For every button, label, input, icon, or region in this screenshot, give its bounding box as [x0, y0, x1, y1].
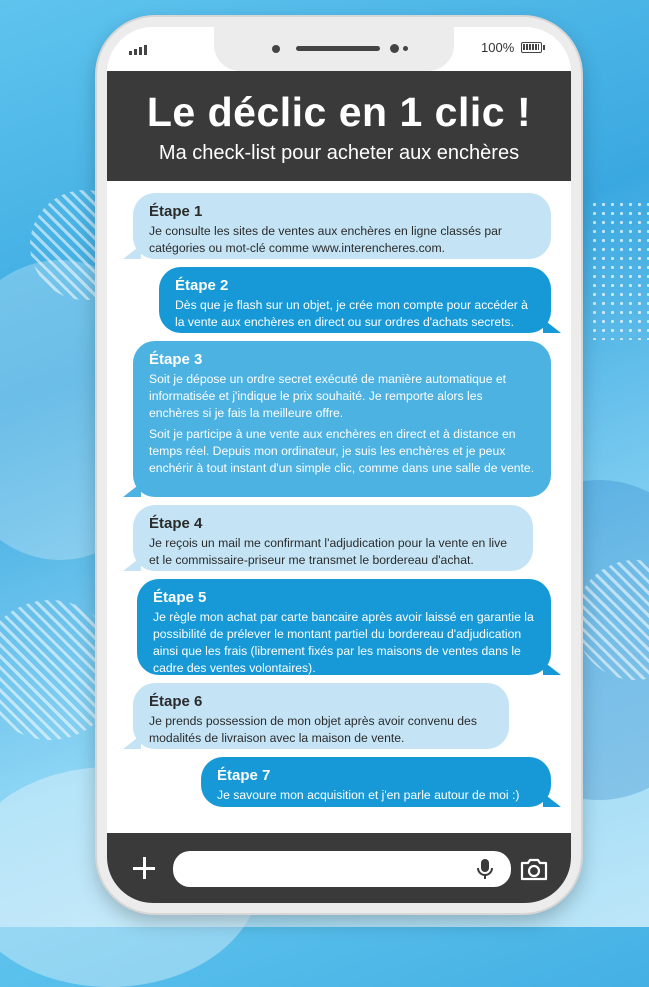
- message-bubble-step-2: [159, 267, 551, 333]
- phone-notch: [214, 27, 454, 71]
- phone-screen: [107, 27, 571, 903]
- bubble-tail: [123, 557, 141, 571]
- signal-icon: [129, 45, 147, 55]
- camera-icon[interactable]: [519, 856, 549, 882]
- message-bubble-step-4: [133, 505, 533, 571]
- message-bubble-step-7: [201, 757, 551, 807]
- step-text: Je consulte les sites de ventes aux enchères en ligne classés par catégories ou mot-clé comme www.interencheres.com.: [149, 224, 502, 255]
- sensor-dot-icon: [403, 46, 408, 51]
- step-text: Je savoure mon acquisition et j'en parle autour de moi :): [217, 788, 520, 802]
- step-text: Soit je dépose un ordre secret exécuté de manière automatique et informatisée et j'indique le prix souhaité. Je remporte alors les enchères si je fais la meilleure offre.: [149, 372, 507, 420]
- bubble-tail: [123, 735, 141, 749]
- battery-percent: 100%: [481, 40, 515, 55]
- step-label: Étape 7: [217, 767, 271, 784]
- step-text: Soit je participe à une vente aux enchères en direct et à distance en temps réel. Depuis mon ordinateur, je suis les enchères et je peux enchérir à tout instant d'un simple clic, comme dans une salle de vente.: [149, 427, 535, 475]
- status-bar: [107, 27, 571, 71]
- step-label: Étape 4: [149, 515, 203, 532]
- step-label: Étape 2: [175, 277, 229, 294]
- header: [107, 71, 571, 181]
- step-label: Étape 6: [149, 693, 203, 710]
- bubble-tail: [543, 319, 561, 333]
- page-title: Le déclic en 1 clic !: [146, 89, 532, 135]
- step-text: Je reçois un mail me confirmant l'adjudication pour la vente en live et le commissaire-priseur me transmet le bordereau d'achat.: [149, 536, 507, 567]
- bubble-tail: [123, 483, 141, 497]
- message-bubble-step-3: [133, 341, 551, 497]
- message-bubble-step-6: [133, 683, 509, 749]
- phone-frame: [97, 17, 581, 913]
- step-label: Étape 1: [149, 203, 203, 220]
- page-subtitle: Ma check-list pour acheter aux enchères: [158, 142, 520, 164]
- camera-dot-icon: [272, 45, 280, 53]
- message-input[interactable]: [173, 851, 511, 887]
- plus-icon[interactable]: [133, 857, 155, 879]
- step-label: Étape 5: [153, 589, 207, 606]
- message-toolbar: [107, 833, 571, 903]
- microphone-icon[interactable]: [473, 857, 497, 881]
- speaker-icon: [296, 46, 380, 51]
- bubble-tail: [543, 793, 561, 807]
- bubble-tail: [123, 245, 141, 259]
- step-text: Je prends possession de mon objet après avoir convenu des modalités de livraison avec la maison de vente.: [149, 714, 477, 745]
- message-bubble-step-1: [133, 193, 551, 259]
- background-dots: [590, 200, 649, 340]
- step-label: Étape 3: [149, 351, 203, 368]
- battery-icon: [521, 42, 542, 53]
- message-bubble-step-5: [137, 579, 551, 675]
- step-text: Dès que je flash sur un objet, je crée mon compte pour accéder à la vente aux enchères en direct ou sur ordres d'achats secrets.: [175, 298, 528, 329]
- step-text: Je règle mon achat par carte bancaire après avoir laissé en garantie la possibilité de prélever le montant partiel du bordereau d'adjudication ainsi que les frais (librement fixés par les maisons de ventes dans le cadre des ventes volontaires).: [153, 610, 534, 675]
- sensor-dot-icon: [390, 44, 399, 53]
- bubble-tail: [543, 661, 561, 675]
